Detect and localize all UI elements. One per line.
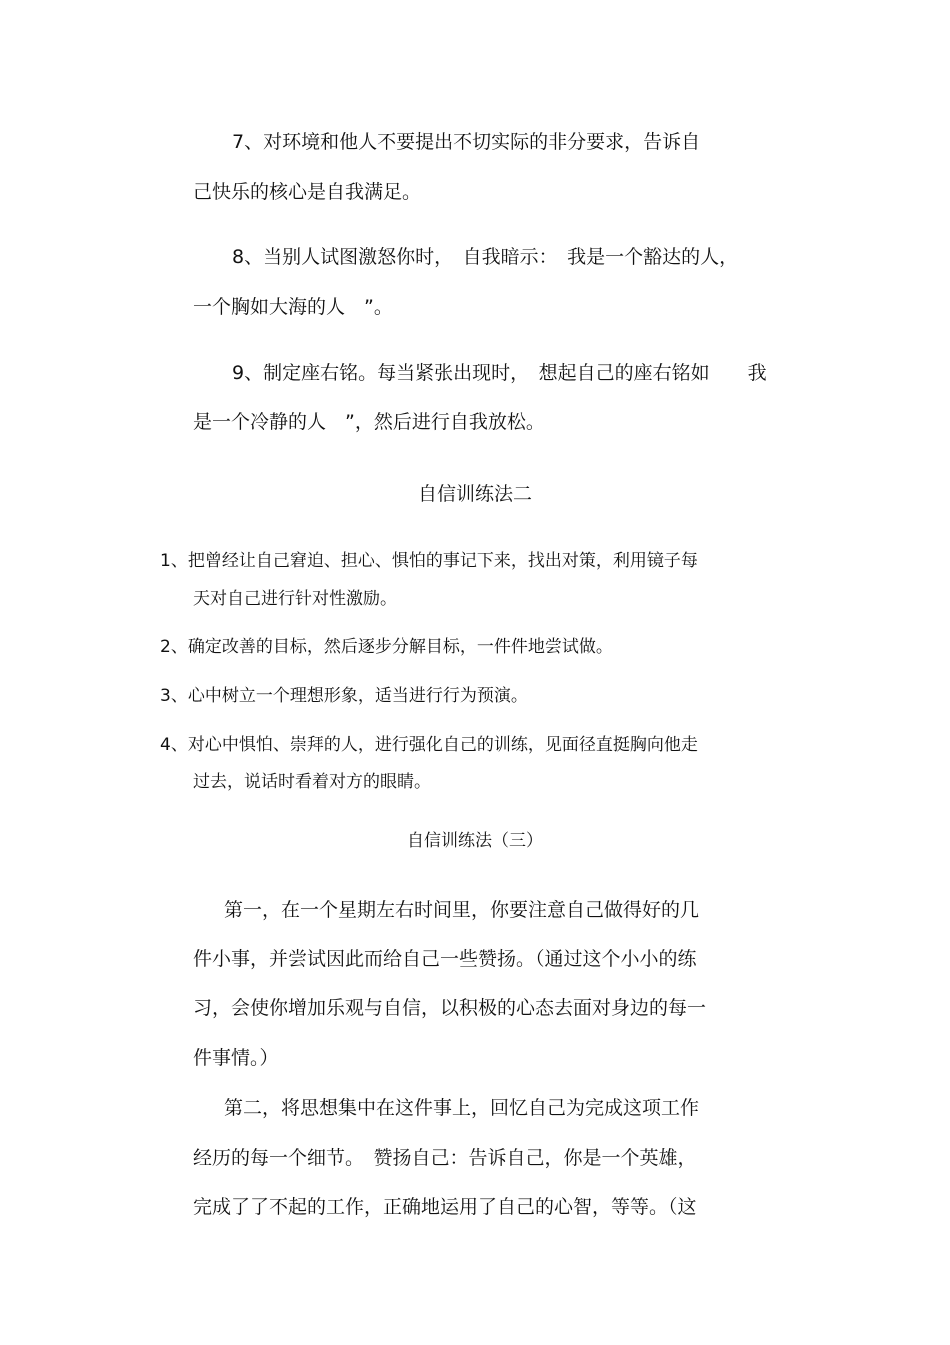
para-2-line-3: 完成了了不起的工作，正确地运用了自己的心智，等等。（这 bbox=[193, 1196, 697, 1218]
item-8-line-2: 一个胸如大海的人 ”。 bbox=[193, 296, 393, 318]
item-9-line-1: 9、制定座右铭。每当紧张出现时， 想起自己的座右铭如 我 bbox=[232, 362, 767, 384]
section-3-heading: 自信训练法（三） bbox=[407, 831, 543, 851]
para-1-line-3: 习，会使你增加乐观与自信，以积极的心态去面对身边的每一 bbox=[193, 997, 707, 1019]
list-item-2: 2、确定改善的目标，然后逐步分解目标，一件件地尝试做。 bbox=[160, 637, 613, 657]
para-2-line-1: 第二，将思想集中在这件事上，回忆自己为完成这项工作 bbox=[224, 1097, 700, 1119]
item-9-line-2: 是一个冷静的人 ”，然后进行自我放松。 bbox=[193, 411, 545, 433]
para-1-line-1: 第一，在一个星期左右时间里，你要注意自己做得好的几 bbox=[224, 899, 700, 921]
list-item-1-line-2: 天对自己进行针对性激励。 bbox=[193, 589, 397, 609]
item-7-line-1: 7、对环境和他人不要提出不切实际的非分要求，告诉自 bbox=[232, 131, 701, 153]
item-7-line-2: 己快乐的核心是自我满足。 bbox=[193, 181, 422, 203]
para-1-line-2: 件小事，并尝试因此而给自己一些赞扬。（通过这个小小的练 bbox=[193, 948, 697, 970]
list-item-3: 3、心中树立一个理想形象，适当进行行为预演。 bbox=[160, 686, 528, 706]
section-2-heading: 自信训练法二 bbox=[417, 483, 532, 505]
item-8-line-1: 8、当别人试图激怒你时， 自我暗示： 我是一个豁达的人， bbox=[232, 246, 739, 268]
para-1-line-4: 件事情。） bbox=[193, 1047, 279, 1069]
list-item-4-line-2: 过去，说话时看着对方的眼睛。 bbox=[193, 772, 431, 792]
list-item-1-line-1: 1、把曾经让自己窘迫、担心、惧怕的事记下来，找出对策，利用镜子每 bbox=[160, 551, 698, 571]
para-2-line-2: 经历的每一个细节。 赞扬自己：告诉自己，你是一个英雄， bbox=[193, 1147, 697, 1169]
list-item-4-line-1: 4、对心中惧怕、崇拜的人，进行强化自己的训练，见面径直挺胸向他走 bbox=[160, 735, 698, 755]
